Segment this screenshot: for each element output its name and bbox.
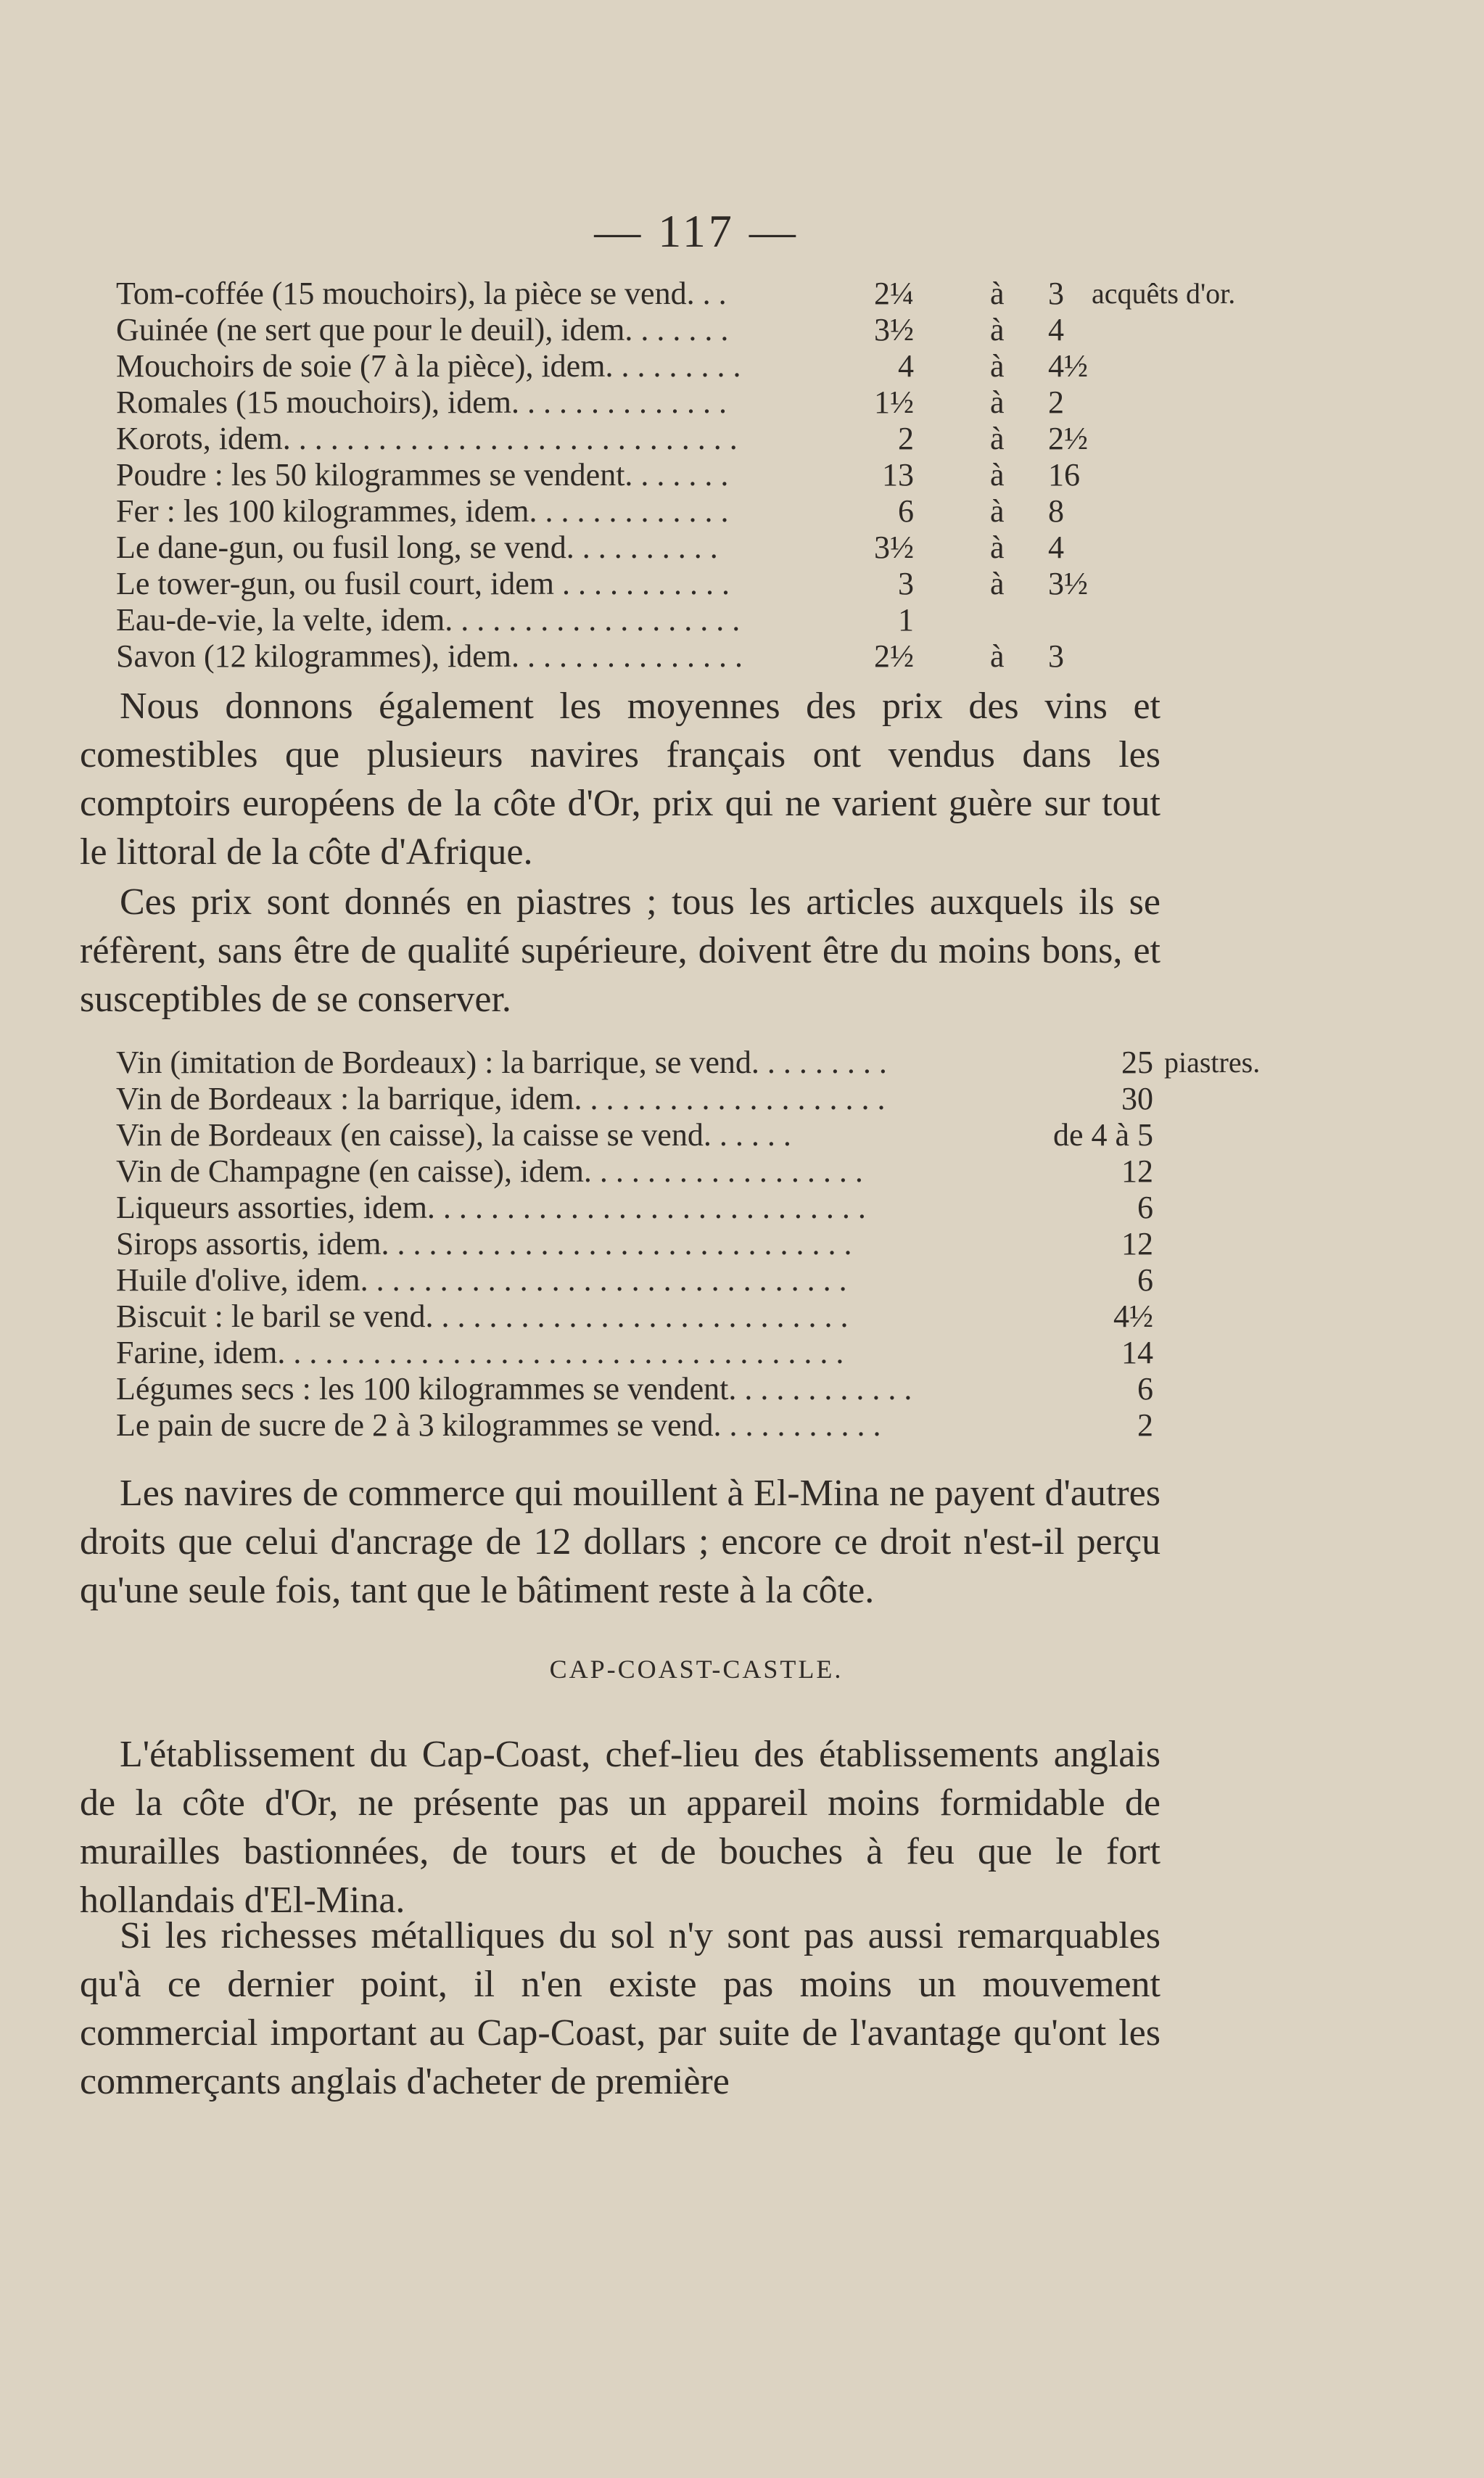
price-high: 3 [1048, 638, 1064, 674]
item-label: Huile d'olive, idem. . . . . . . . . . . . . . . . . . . . . . . . . . . . . . . [116, 1262, 847, 1298]
price-high: 8 [1048, 493, 1064, 529]
item-label: Tom-coffée (15 mouchoirs), la pièce se vend. . . [116, 276, 727, 311]
item-label: Vin (imitation de Bordeaux) : la barrique, se vend. . . . . . . . . [116, 1045, 887, 1080]
price-value: 4½ [1113, 1298, 1153, 1334]
price-separator: à [990, 457, 1005, 493]
price-separator: à [990, 312, 1005, 347]
price-low: 3½ [874, 312, 914, 347]
price-low: 2¼ [874, 276, 914, 311]
item-label: Savon (12 kilogrammes), idem. . . . . . . . . . . . . . . [116, 638, 743, 674]
price-low: 3½ [874, 530, 914, 565]
price-high: 3 [1048, 276, 1064, 311]
price-high: 3½ [1048, 566, 1088, 601]
price-low: 1 [898, 602, 914, 638]
price-unit: piastres. [1164, 1046, 1261, 1079]
price-separator: à [990, 530, 1005, 565]
price-low: 3 [898, 566, 914, 601]
paragraph-el-mina-duties: Les navires de commerce qui mouillent à El-Mina ne payent d'autres droits que celui d'ancrage de 12 dollars ; encore ce droit n'est-il perçu qu'une seule fois, tant que le bâtiment reste à la côte. [80, 1473, 1161, 1611]
item-label: Eau-de-vie, la velte, idem. . . . . . . . . . . . . . . . . . . [116, 602, 741, 638]
price-separator: à [990, 348, 1005, 384]
price-separator: à [990, 566, 1005, 601]
price-separator: à [990, 421, 1005, 456]
item-label: Farine, idem. . . . . . . . . . . . . . . . . . . . . . . . . . . . . . . . . . . . [116, 1335, 844, 1370]
price-low: 13 [882, 457, 914, 493]
price-separator: à [990, 638, 1005, 674]
page-number: — 117 — [594, 205, 799, 257]
price-low: 6 [898, 493, 914, 529]
price-high: 4½ [1048, 348, 1088, 384]
price-value: 25 [1121, 1045, 1153, 1080]
item-label: Le tower-gun, ou fusil court, idem . . . . . . . . . . . [116, 566, 730, 601]
item-label: Vin de Champagne (en caisse), idem. . . . . . . . . . . . . . . . . . [116, 1153, 863, 1189]
price-value: 6 [1137, 1190, 1153, 1225]
price-value: 12 [1121, 1226, 1153, 1261]
price-high: 2 [1048, 384, 1064, 420]
price-value: 30 [1121, 1081, 1153, 1116]
item-label: Fer : les 100 kilogrammes, idem. . . . . . . . . . . . . [116, 493, 729, 529]
paragraph-prices-note: Ces prix sont donnés en piastres ; tous les articles auxquels ils se réfèrent, sans être de qualité supérieure, doivent être du moins bons, et susceptibles de se conserver. [80, 881, 1161, 1020]
item-label: Le dane-gun, ou fusil long, se vend. . . . . . . . . . [116, 530, 718, 565]
price-value: 6 [1137, 1371, 1153, 1407]
price-low: 1½ [874, 384, 914, 420]
item-label: Le pain de sucre de 2 à 3 kilogrammes se vend. . . . . . . . . . . [116, 1407, 881, 1443]
price-value: 2 [1137, 1407, 1153, 1443]
price-high: 4 [1048, 530, 1064, 565]
item-label: Korots, idem. . . . . . . . . . . . . . . . . . . . . . . . . . . . . [116, 421, 738, 456]
price-high: 4 [1048, 312, 1064, 347]
price-low: 2½ [874, 638, 914, 674]
item-label: Poudre : les 50 kilogrammes se vendent. . . . . . . [116, 457, 729, 493]
price-unit: acquêts d'or. [1092, 277, 1236, 310]
paragraph-wine-intro: Nous donnons également les moyennes des prix des vins et comestibles que plusieurs navires français ont vendus dans les comptoirs européens de la côte d'Or, prix qui ne varient guère sur tout le littoral de la côte d'Afrique. [80, 686, 1161, 873]
price-separator: à [990, 276, 1005, 311]
price-separator: à [990, 493, 1005, 529]
item-label: Mouchoirs de soie (7 à la pièce), idem. . . . . . . . . [116, 348, 741, 384]
item-label: Sirops assortis, idem. . . . . . . . . . . . . . . . . . . . . . . . . . . . . . [116, 1226, 852, 1261]
section-heading: CAP-COAST-CASTLE. [549, 1655, 844, 1684]
price-value: de 4 à 5 [1052, 1117, 1153, 1153]
item-label: Biscuit : le baril se vend. . . . . . . . . . . . . . . . . . . . . . . . . . . [116, 1298, 849, 1334]
price-high: 16 [1048, 457, 1080, 493]
item-label: Vin de Bordeaux (en caisse), la caisse se vend. . . . . . [116, 1117, 791, 1153]
paragraph-cap-coast-commerce: Si les richesses métalliques du sol n'y sont pas aussi remarquables qu'à ce dernier point, il n'en existe pas moins un mouvement commercial important au Cap-Coast, par suite de l'avantage qu'ont les commerçants anglais d'acheter de première [80, 1915, 1161, 2102]
price-value: 6 [1137, 1262, 1153, 1298]
price-value: 14 [1121, 1335, 1153, 1370]
price-low: 4 [898, 348, 914, 384]
item-label: Vin de Bordeaux : la barrique, idem. . . . . . . . . . . . . . . . . . . . [116, 1081, 886, 1116]
item-label: Liqueurs assorties, idem. . . . . . . . . . . . . . . . . . . . . . . . . . . . [116, 1190, 866, 1225]
price-separator: à [990, 384, 1005, 420]
price-value: 12 [1121, 1153, 1153, 1189]
item-label: Guinée (ne sert que pour le deuil), idem. . . . . . . [116, 312, 729, 347]
item-label: Légumes secs : les 100 kilogrammes se vendent. . . . . . . . . . . . [116, 1371, 912, 1407]
price-high: 2½ [1048, 421, 1088, 456]
paragraph-cap-coast-establishment: L'établissement du Cap-Coast, chef-lieu des établissements anglais de la côte d'Or, ne présente pas un appareil moins formidable de murailles bastionnées, de tours et de bouches à feu que le fort hollandais d'El-Mina. [80, 1734, 1161, 1921]
item-label: Romales (15 mouchoirs), idem. . . . . . . . . . . . . . [116, 384, 727, 420]
price-low: 2 [898, 421, 914, 456]
